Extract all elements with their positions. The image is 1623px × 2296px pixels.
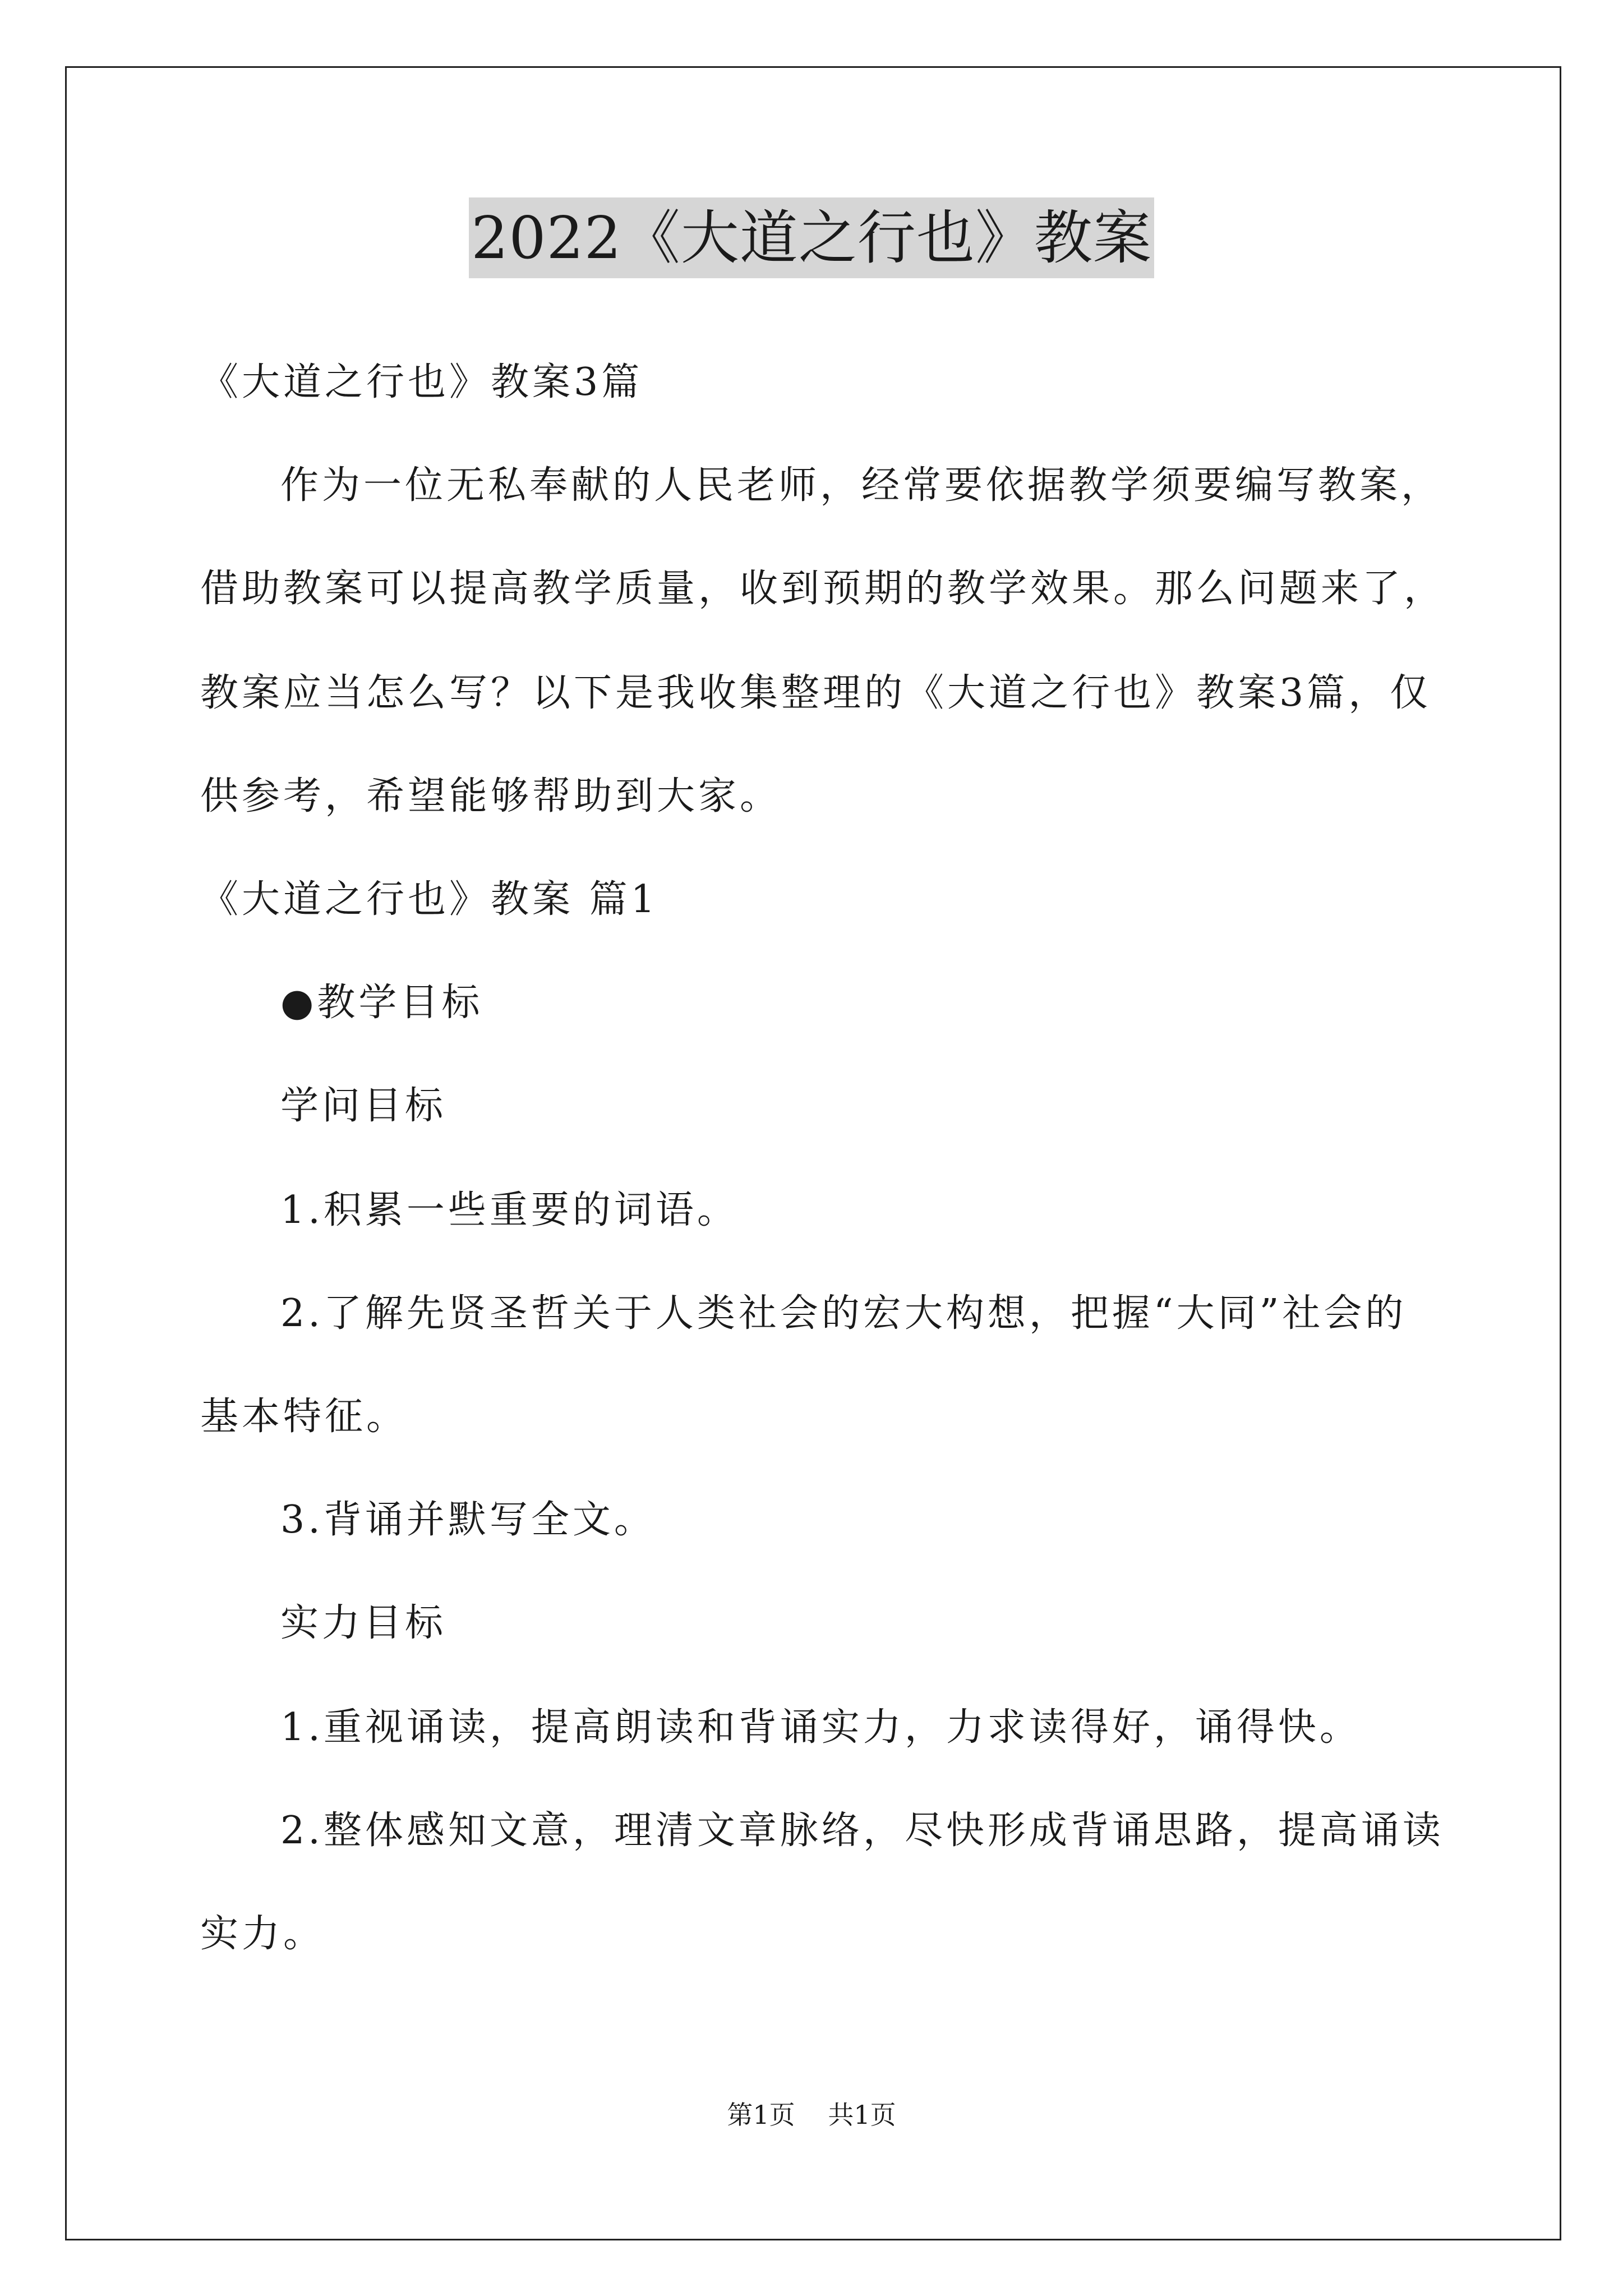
section-heading: 《大道之行也》教案 篇1 xyxy=(200,877,658,922)
list-item: 3.背诵并默写全文。 xyxy=(280,1498,656,1542)
list-item: 1.重视诵读，提高朗读和背诵实力，力求读得好，诵得快。 xyxy=(280,1705,1361,1750)
page-number-current: 第1页 xyxy=(727,2100,795,2130)
list-item: 1.积累一些重要的词语。 xyxy=(280,1188,739,1232)
page-footer xyxy=(0,2098,1623,2132)
bullet-heading: ●教学目标 xyxy=(280,981,483,1025)
title-container xyxy=(0,197,1623,278)
page-number-total: 共1页 xyxy=(828,2100,896,2130)
subheading: 学问目标 xyxy=(280,1084,447,1128)
paragraph-line: 教案应当怎么写？以下是我收集整理的《大道之行也》教案3篇，仅 xyxy=(200,671,1432,715)
list-item-continuation: 实力。 xyxy=(200,1912,325,1956)
document-title: 2022《大道之行也》教案 xyxy=(469,197,1154,278)
list-item: 2.了解先贤圣哲关于人类社会的宏大构想，把握“大同”社会的 xyxy=(280,1291,1407,1336)
subtitle-line: 《大道之行也》教案3篇 xyxy=(200,360,643,404)
paragraph-line: 作为一位无私奉献的人民老师，经常要依据教学须要编写教案， xyxy=(280,463,1443,508)
paragraph-line: 借助教案可以提高教学质量，收到预期的教学效果。那么问题来了， xyxy=(200,567,1446,611)
list-item: 2.整体感知文意，理清文章脉络，尽快形成背诵思路，提高诵读 xyxy=(280,1809,1444,1853)
subheading: 实力目标 xyxy=(280,1601,447,1645)
paragraph-line: 供参考，希望能够帮助到大家。 xyxy=(200,774,782,818)
list-item-continuation: 基本特征。 xyxy=(200,1395,408,1439)
